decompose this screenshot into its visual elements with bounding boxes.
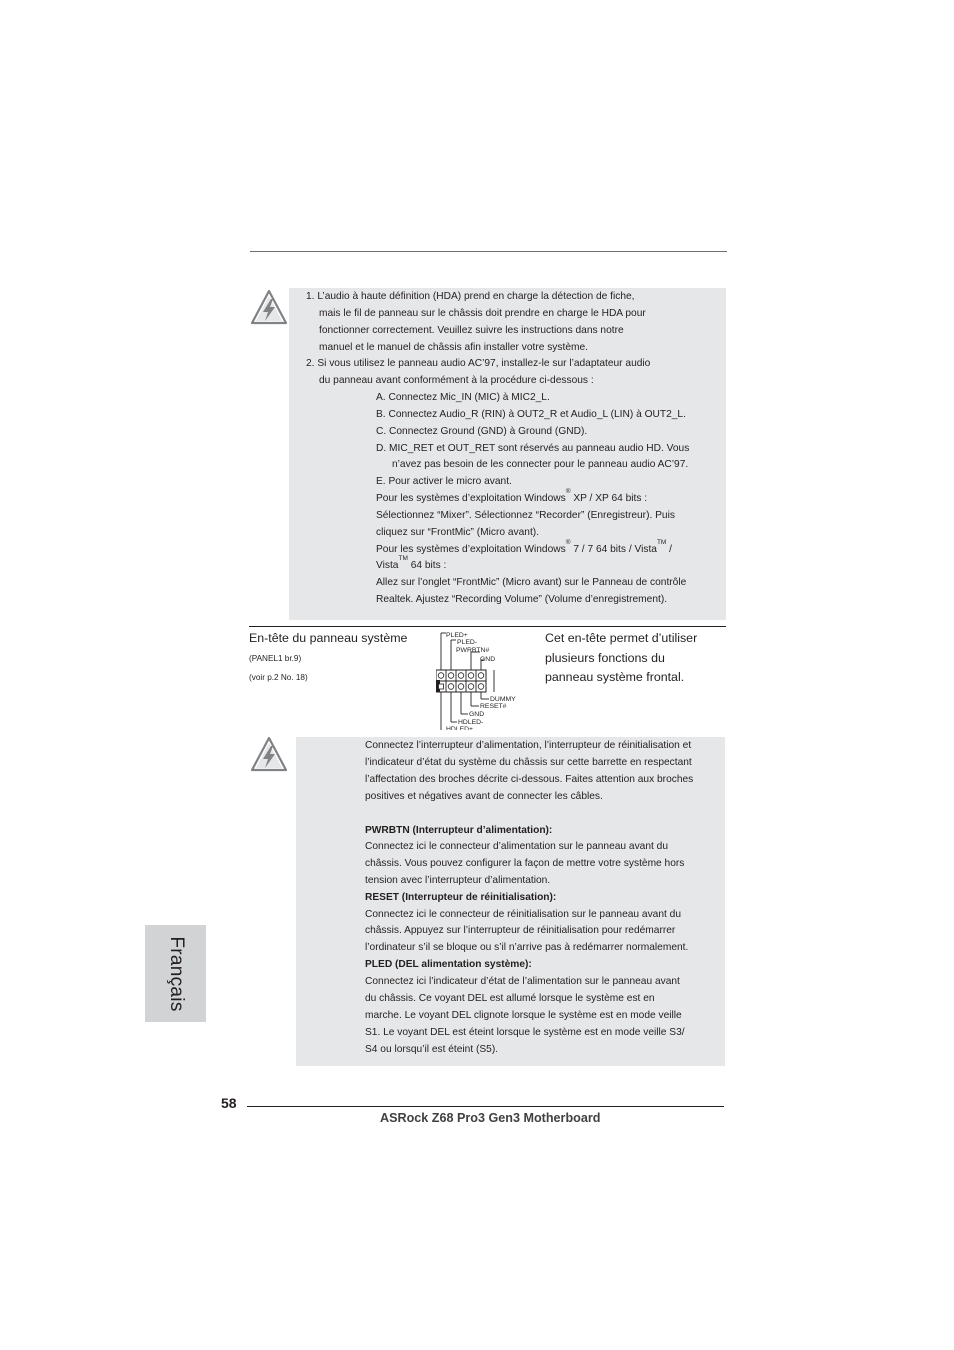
pin-label: PWRBTN# xyxy=(456,647,490,654)
pled-heading: PLED (DEL alimentation système): xyxy=(365,959,532,970)
note-line-vista: Vista™ 64 bits : xyxy=(376,555,447,571)
note2-line: positives et négatives avant de connecter les câbles. xyxy=(365,791,603,802)
note-line-xp: Pour les systèmes d’exploitation Windows® XP / XP 64 bits : xyxy=(376,488,648,504)
note2-line: châssis. Appuyez sur l’interrupteur de réinitialisation pour redémarrer xyxy=(365,925,676,936)
note-line: n’avez pas besoin de les connecter pour le panneau audio AC’97. xyxy=(392,459,689,470)
note2-line: Connectez ici le connecteur de réinitialisation sur le panneau avant du xyxy=(365,909,682,920)
panel-ref: (voir p.2 No. 18) xyxy=(249,673,308,682)
footer-title: ASRock Z68 Pro3 Gen3 Motherboard xyxy=(380,1111,601,1125)
pin-label: HDLED+ xyxy=(446,726,474,730)
note-line: Realtek. Ajustez “Recording Volume” (Volume d’enregistrement). xyxy=(376,594,668,605)
pin-label: PLED- xyxy=(457,639,478,646)
note-line: Sélectionnez “Mixer”. Sélectionnez “Recorder” (Enregistreur). Puis xyxy=(376,510,675,521)
note-line: cliquez sur “FrontMic” (Micro avant). xyxy=(376,527,540,538)
panel-header-diagram xyxy=(436,630,528,730)
page-number: 58 xyxy=(221,1095,237,1111)
reset-heading: RESET (Interrupteur de réinitialisation): xyxy=(365,892,557,903)
note2-line: l’ordinateur s’il se bloque ou s’il n’arrive pas à redémarrer normalement. xyxy=(365,942,689,953)
note-line: B. Connectez Audio_R (RIN) à OUT2_R et Audio_L (LIN) à OUT2_L. xyxy=(376,409,686,420)
note2-line: l’affectation des broches décrite ci-dessous. Faites attention aux broches xyxy=(365,774,694,785)
note2-line: Connectez ici le connecteur d’alimentation sur le panneau avant du xyxy=(365,841,668,852)
language-tab xyxy=(145,925,206,1022)
warning-icon xyxy=(249,287,289,327)
note2-line: marche. Le voyant DEL clignote lorsque le système est en mode veille xyxy=(365,1010,682,1021)
note2-line: S4 ou lorsqu’il est éteint (S5). xyxy=(365,1044,499,1055)
pin-label: GND xyxy=(480,656,496,663)
pin-label: PLED+ xyxy=(446,632,468,639)
section-rule xyxy=(249,626,726,627)
note-line: fonctionner correctement. Veuillez suivre les instructions dans notre xyxy=(319,325,624,336)
note-line: mais le fil de panneau sur le châssis doit prendre en charge le HDA pour xyxy=(319,308,646,319)
note-line: 1. L’audio à haute définition (HDA) prend en charge la détection de fiche, xyxy=(306,291,635,302)
note-line: A. Connectez Mic_IN (MIC) à MIC2_L. xyxy=(376,392,550,403)
pin-label: RESET# xyxy=(480,703,507,710)
note2-line: l’indicateur d’état du système du châssis sur cette barrette en respectant xyxy=(365,757,692,768)
note-line: Allez sur l’onglet “FrontMic” (Micro avant) sur le Panneau de contrôle xyxy=(376,577,687,588)
language-tab-label: Français xyxy=(165,935,187,1012)
note2-line: Connectez ici l’indicateur d’état de l’alimentation sur le panneau avant xyxy=(365,976,680,987)
top-rule xyxy=(250,251,727,252)
footer-rule xyxy=(247,1106,724,1107)
panel-desc: Cet en-tête permet d’utiliser xyxy=(545,631,698,645)
pin-label: GND xyxy=(469,711,485,718)
panel-desc: plusieurs fonctions du xyxy=(545,651,665,665)
warning-icon xyxy=(249,734,289,774)
pin-label: HDLED- xyxy=(458,719,484,726)
note-line: D. MIC_RET et OUT_RET sont réservés au panneau audio HD. Vous xyxy=(376,443,690,454)
note-line-w7: Pour les systèmes d’exploitation Windows® 7 / 7 64 bits / Vista™ / xyxy=(376,539,673,555)
note2-line: châssis. Vous pouvez configurer la façon de mettre votre système hors xyxy=(365,858,685,869)
note2-line: S1. Le voyant DEL est éteint lorsque le système est en mode veille S3/ xyxy=(365,1027,685,1038)
note2-line: tension avec l’interrupteur d’alimentation. xyxy=(365,875,551,886)
panel-title: En-tête du panneau système xyxy=(249,631,408,645)
note-line: E. Pour activer le micro avant. xyxy=(376,476,512,487)
note2-line: du châssis. Ce voyant DEL est allumé lorsque le système est en xyxy=(365,993,655,1004)
note-line: C. Connectez Ground (GND) à Ground (GND). xyxy=(376,426,588,437)
note-line: 2. Si vous utilisez le panneau audio AC’97, installez-le sur l’adaptateur audio xyxy=(306,358,651,369)
note-line: manuel et le manuel de châssis afin installer votre système. xyxy=(319,342,588,353)
pin-label: DUMMY xyxy=(490,696,516,703)
pwrbtn-heading: PWRBTN (Interrupteur d’alimentation): xyxy=(365,825,553,836)
note2-line: Connectez l’interrupteur d’alimentation, l’interrupteur de réinitialisation et xyxy=(365,740,692,751)
panel-desc: panneau système frontal. xyxy=(545,670,685,684)
note-line: du panneau avant conformément à la procédure ci-dessous : xyxy=(319,375,594,386)
panel-ref: (PANEL1 br.9) xyxy=(249,654,302,663)
